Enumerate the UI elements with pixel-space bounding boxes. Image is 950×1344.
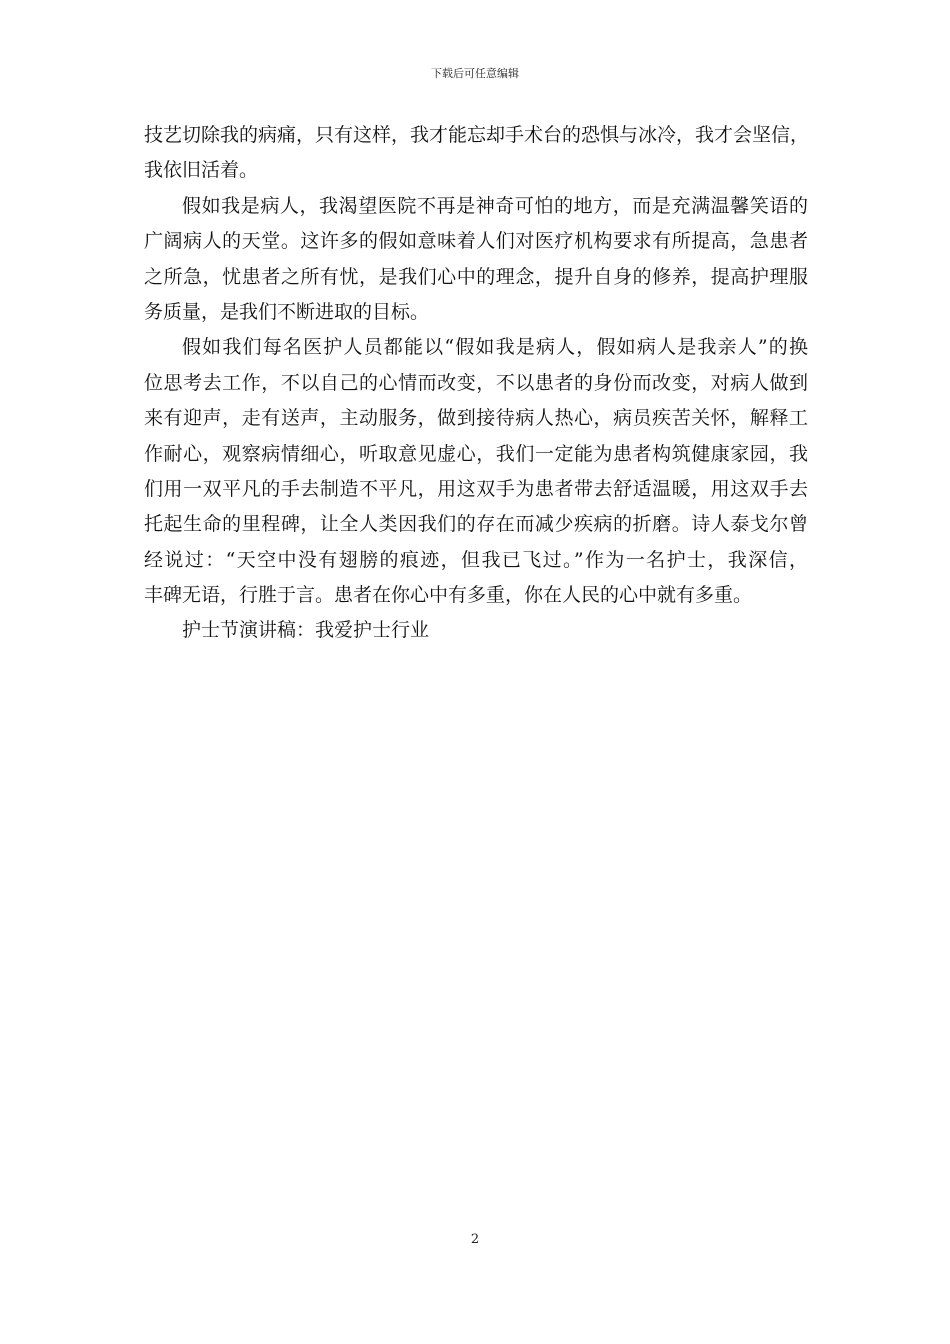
paragraph <box>144 613 808 648</box>
text-line: 广阔病人的天堂。这许多的假如意味着人们对医疗机构要求有所提高，急患者 <box>144 230 808 253</box>
text-line: 经说过：“天空中没有翅膀的痕迹，但我已飞过。”作为一名护士，我深信， <box>144 548 808 571</box>
page-number: 2 <box>470 1232 480 1247</box>
paragraph <box>144 330 808 613</box>
page-header: 下载后可任意编辑 <box>431 67 519 80</box>
text-line: 丰碑无语，行胜于言。患者在你心中有多重，你在人民的心中就有多重。 <box>144 584 753 607</box>
section-title: 护士节演讲稿：我爱护士行业 <box>182 619 430 642</box>
text-line: 我依旧活着。 <box>144 159 259 182</box>
text-line: 假如我是病人，我渴望医院不再是神奇可怕的地方，而是充满温馨笑语的 <box>182 194 808 217</box>
text-line: 假如我们每名医护人员都能以“假如我是病人，假如病人是我亲人”的换 <box>182 336 808 359</box>
text-line: 托起生命的里程碑，让全人类因我们的存在而减少疾病的折磨。诗人泰戈尔曾 <box>144 513 808 536</box>
paragraph <box>144 189 808 331</box>
text-line: 技艺切除我的病痛，只有这样，我才能忘却手术台的恐惧与冰冷，我才会坚信， <box>144 124 810 146</box>
document-body <box>144 118 808 649</box>
text-line: 务质量，是我们不断进取的目标。 <box>144 300 430 323</box>
paragraph <box>144 118 808 189</box>
text-line: 位思考去工作，不以自己的心情而改变，不以患者的身份而改变，对病人做到 <box>144 371 808 394</box>
text-line: 们用一双平凡的手去制造不平凡，用这双手为患者带去舒适温暖，用这双手去 <box>144 477 808 500</box>
text-line: 之所急，忧患者之所有忧，是我们心中的理念，提升自身的修养，提高护理服 <box>144 265 808 288</box>
text-line: 作耐心，观察病情细心，听取意见虚心，我们一定能为患者构筑健康家园，我 <box>144 442 808 465</box>
text-line: 来有迎声，走有送声，主动服务，做到接待病人热心，病员疾苦关怀，解释工 <box>144 407 808 430</box>
